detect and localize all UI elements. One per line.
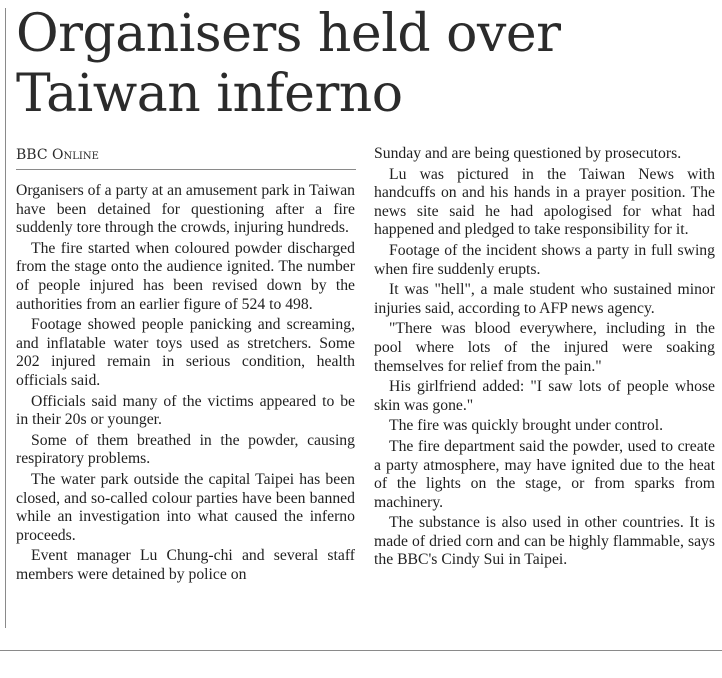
paragraph: Some of them breathed in the powder, causing respiratory problems. xyxy=(16,431,355,468)
bottom-rule xyxy=(0,650,722,651)
headline-line-2: Taiwan inferno xyxy=(16,64,403,124)
paragraph-continued: Sunday and are being questioned by prosecutors. xyxy=(374,145,682,162)
paragraph: The substance is also used in other countries. It is made of dried corn and can be highly flammable, says the BBC's Cindy Sui in Taipei. xyxy=(374,514,715,569)
article-column-left xyxy=(16,182,355,586)
paragraph: Footage of the incident shows a party in full swing when fire suddenly erupts. xyxy=(374,241,715,278)
headline-line-1: Organisers held over xyxy=(16,4,561,64)
paragraph: Officials said many of the victims appeared to be in their 20s or younger. xyxy=(16,392,355,429)
paragraph: Organisers of a party at an amusement park in Taiwan have been detained for questioning after a fire suddenly tore through the crowds, injuring hundreds. xyxy=(16,182,355,237)
left-margin-rule xyxy=(5,8,6,628)
paragraph: The fire department said the powder, used to create a party atmosphere, may have ignited due to the heat of the lights on the stage, or from sparks from machinery. xyxy=(374,437,715,511)
paragraph: Footage showed people panicking and screaming, and inflatable water toys used as stretchers. Some 202 injured remain in serious condition, health officials said. xyxy=(16,316,355,389)
paragraph: His girlfriend added: "I saw lots of people whose skin was gone." xyxy=(374,378,715,414)
paragraph: The fire started when coloured powder discharged from the stage onto the audience ignited. The number of people injured has been revised down by the authorities from an earlier figure of 524 to 498. xyxy=(16,239,355,313)
headline xyxy=(16,4,716,124)
paragraph: Lu was pictured in the Taiwan News with handcuffs on and his hands in a prayer position. The news site said he had apologised for what had happened and pledged to take responsibility for it. xyxy=(374,165,715,239)
paragraph: The water park outside the capital Taipei has been closed, and so-called colour parties have been banned while an investigation into what caused the inferno proceeds. xyxy=(16,470,355,544)
paragraph: Event manager Lu Chung-chi and several staff members were detained by police on xyxy=(16,547,355,583)
article-column-right xyxy=(374,145,715,572)
paragraph: "There was blood everywhere, including in the pool where lots of the injured were soaking themselves for relief from the pain." xyxy=(374,320,715,375)
source-byline: BBC Online xyxy=(16,147,356,170)
paragraph: The fire was quickly brought under control. xyxy=(389,417,664,435)
paragraph: It was "hell", a male student who sustained minor injuries said, according to AFP news agency. xyxy=(374,281,715,317)
